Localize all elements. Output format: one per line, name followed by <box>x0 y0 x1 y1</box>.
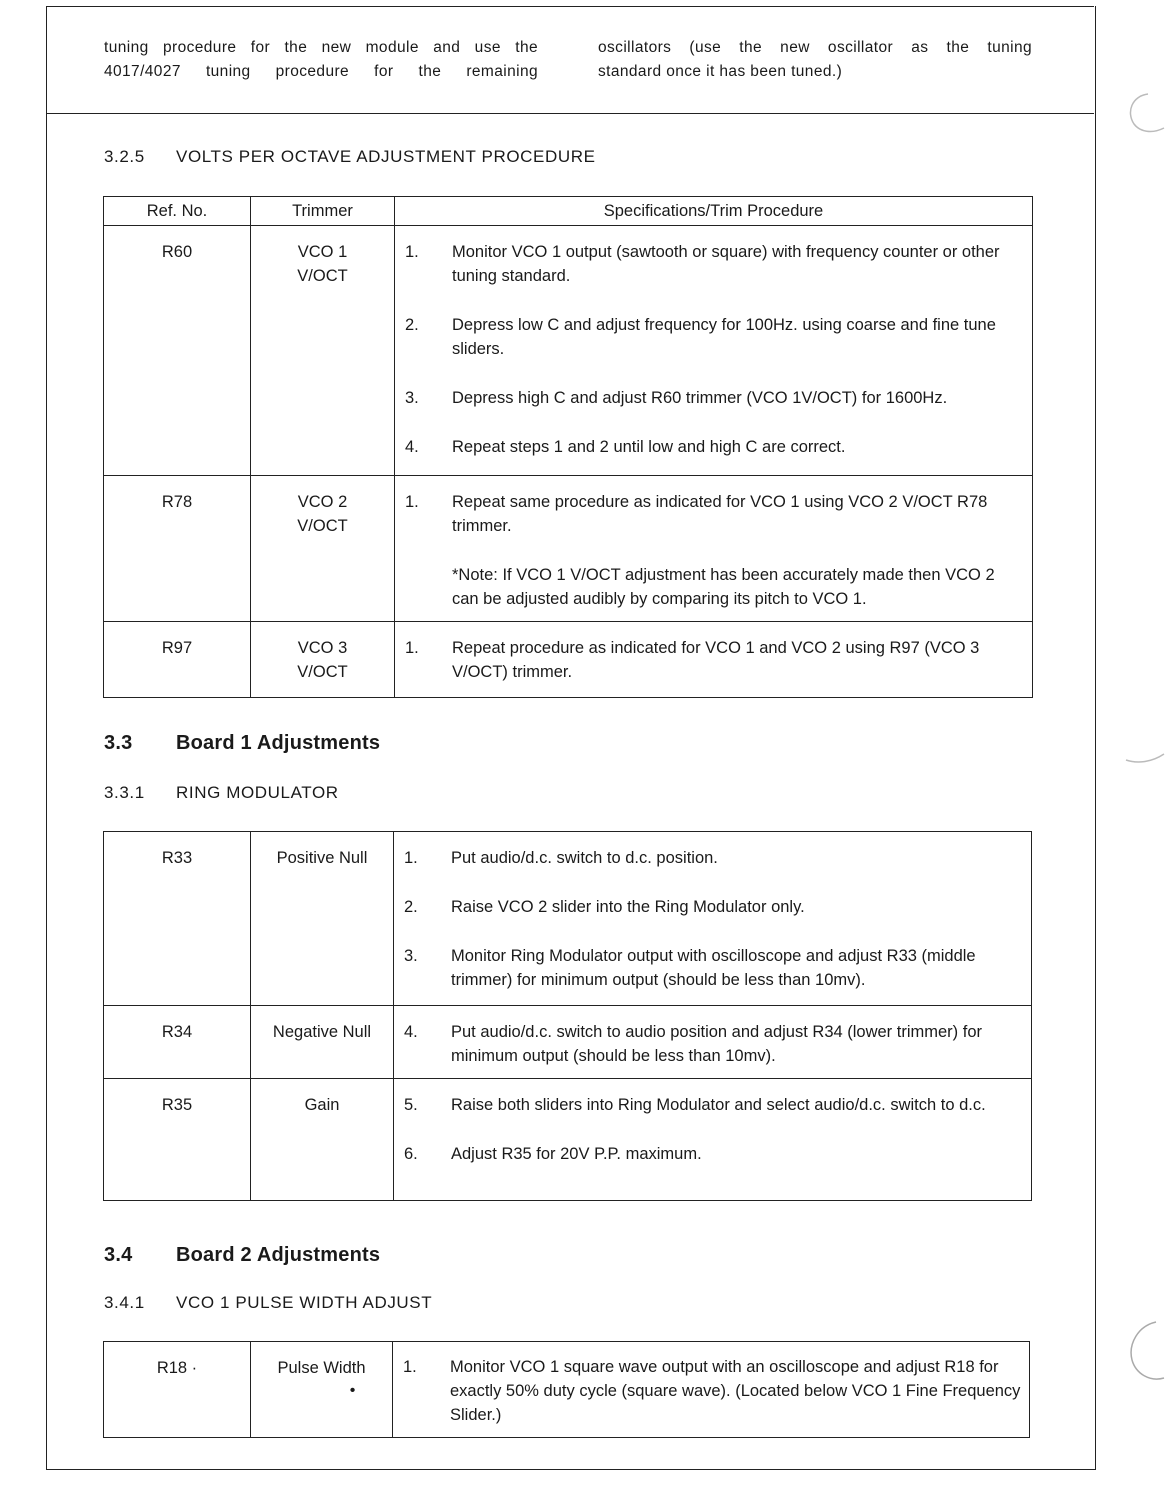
trimmer-cell <box>251 622 395 698</box>
procedure-step <box>404 1142 1023 1166</box>
step-number: 6. <box>404 1145 418 1163</box>
trimmer-header: Trimmer <box>251 197 395 226</box>
vpo-adjustment-table <box>103 196 1033 698</box>
trimmer-line: VCO 3 <box>297 639 348 657</box>
procedure-cell <box>395 226 1033 476</box>
pulse-width-table <box>103 1341 1030 1438</box>
ref-cell <box>104 1006 251 1079</box>
subsection-heading-3-4-1 <box>104 1293 432 1313</box>
trimmer-line: VCO 2 <box>297 493 348 511</box>
ref-value: R35 <box>161 1096 193 1114</box>
procedure-step <box>404 846 1023 870</box>
procedure-step <box>405 313 1024 361</box>
step-number: 1. <box>405 493 419 511</box>
step-number: 1. <box>403 1358 417 1376</box>
trimmer-value: Gain <box>304 1096 340 1114</box>
procedure-cell <box>394 1006 1032 1079</box>
step-text: Adjust R35 for 20V P.P. maximum. <box>451 1145 702 1163</box>
procedure-cell <box>394 1079 1032 1201</box>
header-divider <box>46 113 1094 114</box>
step-number: 4. <box>404 1023 418 1041</box>
step-text: Raise VCO 2 slider into the Ring Modulator only. <box>451 898 805 916</box>
ref-cell <box>104 1342 251 1438</box>
procedure-step <box>403 1355 1021 1427</box>
trimmer-value: Pulse Width <box>277 1359 366 1377</box>
subsection-number: 3.3.1 <box>104 783 145 802</box>
step-text: Monitor Ring Modulator output with oscilloscope and adjust R33 (middle trimmer) for minimum output (should be less than 10mv). <box>451 947 976 989</box>
step-number: 3. <box>404 947 418 965</box>
table-row <box>104 622 1033 698</box>
procedure-step <box>404 1093 1023 1117</box>
subsection-number: 3.2.5 <box>104 147 145 166</box>
table-header-row <box>104 197 1033 226</box>
procedure-cell <box>395 622 1033 698</box>
step-text: Repeat procedure as indicated for VCO 1 and VCO 2 using R97 (VCO 3 V/OCT) trimmer. <box>452 639 980 681</box>
trimmer-line: VCO 1 <box>297 243 348 261</box>
step-number: 3. <box>405 389 419 407</box>
procedure-cell <box>393 1342 1030 1438</box>
procedure-note: *Note: If VCO 1 V/OCT adjustment has been accurately made then VCO 2 can be adjusted audibly by comparing its pitch to VCO 1. <box>452 566 995 608</box>
ref-value: R33 <box>161 849 193 867</box>
carryover-line: oscillators (use the new oscillator as the tuning <box>598 39 1032 56</box>
carryover-line: tuning procedure for the new module and use the <box>104 39 538 56</box>
step-text: Monitor VCO 1 output (sawtooth or square) with frequency counter or other tuning standard. <box>452 243 1000 285</box>
procedure-step <box>405 490 1024 538</box>
ref-cell <box>104 226 251 476</box>
ref-cell <box>104 1079 251 1201</box>
trimmer-value: Positive Null <box>276 849 368 867</box>
subsection-number: 3.4.1 <box>104 1293 145 1312</box>
step-text: Raise both sliders into Ring Modulator and select audio/d.c. switch to d.c. <box>451 1096 986 1114</box>
trimmer-value: Negative Null <box>272 1023 372 1041</box>
table-row <box>104 832 1032 1006</box>
section-number: 3.3 <box>104 732 133 754</box>
trimmer-line: V/OCT <box>297 267 348 285</box>
ref-value: R18 · <box>156 1359 198 1377</box>
section-heading-3-3 <box>104 732 380 755</box>
section-title: Board 2 Adjustments <box>176 1244 381 1266</box>
step-text: Put audio/d.c. switch to audio position and adjust R34 (lower trimmer) for minimum output (should be less than 10mv). <box>451 1023 982 1065</box>
step-number: 1. <box>405 243 419 261</box>
trimmer-cell <box>251 832 394 1006</box>
step-text: Depress high C and adjust R60 trimmer (VCO 1V/OCT) for 1600Hz. <box>452 389 948 407</box>
binder-hole-mark <box>1120 740 1166 770</box>
step-text: Depress low C and adjust frequency for 100Hz. using coarse and fine tune sliders. <box>452 316 996 358</box>
ref-value: R34 <box>161 1023 193 1041</box>
step-number: 1. <box>405 639 419 657</box>
ref-cell <box>104 622 251 698</box>
table-row <box>104 226 1033 476</box>
section-heading-3-4 <box>104 1244 380 1267</box>
carryover-left-column <box>104 36 538 84</box>
subsection-title: VOLTS PER OCTAVE ADJUSTMENT PROCEDURE <box>176 147 596 166</box>
carryover-right-column <box>598 36 1032 84</box>
trimmer-mark: • <box>349 1382 356 1399</box>
binder-hole-mark <box>1118 1318 1166 1388</box>
section-title: Board 1 Adjustments <box>176 732 381 754</box>
table-row <box>104 1079 1032 1201</box>
procedure-step <box>405 636 1024 684</box>
subsection-title: VCO 1 PULSE WIDTH ADJUST <box>176 1293 433 1312</box>
table-row <box>104 1006 1032 1079</box>
subsection-heading-3-2-5 <box>104 147 596 167</box>
step-number: 2. <box>405 316 419 334</box>
ref-value: R78 <box>161 493 193 511</box>
procedure-cell <box>394 832 1032 1006</box>
binder-hole-mark <box>1118 88 1166 138</box>
step-number: 1. <box>404 849 418 867</box>
trimmer-line: V/OCT <box>297 517 348 535</box>
trimmer-cell <box>251 1342 393 1438</box>
table-row <box>104 1342 1030 1438</box>
ref-value: R97 <box>161 639 193 657</box>
ref-no-header: Ref. No. <box>104 197 251 226</box>
step-text: Put audio/d.c. switch to d.c. position. <box>451 849 718 867</box>
ref-value: R60 <box>161 243 193 261</box>
procedure-step <box>404 895 1023 919</box>
subsection-heading-3-3-1 <box>104 783 339 803</box>
procedure-step <box>405 386 1024 410</box>
subsection-title: RING MODULATOR <box>176 783 339 802</box>
procedure-step <box>405 240 1024 288</box>
procedure-step <box>404 944 1023 992</box>
ref-cell <box>104 476 251 622</box>
step-number: 4. <box>405 438 419 456</box>
procedure-step <box>404 1020 1023 1068</box>
trimmer-cell <box>251 1079 394 1201</box>
trimmer-cell <box>251 1006 394 1079</box>
table-row <box>104 476 1033 622</box>
trimmer-cell <box>251 226 395 476</box>
carryover-line: 4017/4027 tuning procedure for the remaining <box>104 63 538 80</box>
top-rule <box>46 6 1094 7</box>
section-number: 3.4 <box>104 1244 133 1266</box>
step-number: 5. <box>404 1096 418 1114</box>
ref-cell <box>104 832 251 1006</box>
step-text: Repeat same procedure as indicated for VCO 1 using VCO 2 V/OCT R78 trimmer. <box>452 493 988 535</box>
spec-header: Specifications/Trim Procedure <box>395 197 1033 226</box>
step-number: 2. <box>404 898 418 916</box>
trimmer-line: V/OCT <box>297 663 348 681</box>
step-text: Repeat steps 1 and 2 until low and high C are correct. <box>452 438 846 456</box>
procedure-cell <box>395 476 1033 622</box>
trimmer-cell <box>251 476 395 622</box>
ring-modulator-table <box>103 831 1032 1201</box>
step-text: Monitor VCO 1 square wave output with an oscilloscope and adjust R18 for exactly 50% duty cycle (square wave). (Located below VCO 1 Fine Frequency Slider.) <box>450 1358 1021 1424</box>
carryover-line: standard once it has been tuned.) <box>598 63 843 80</box>
procedure-step <box>405 435 1024 459</box>
